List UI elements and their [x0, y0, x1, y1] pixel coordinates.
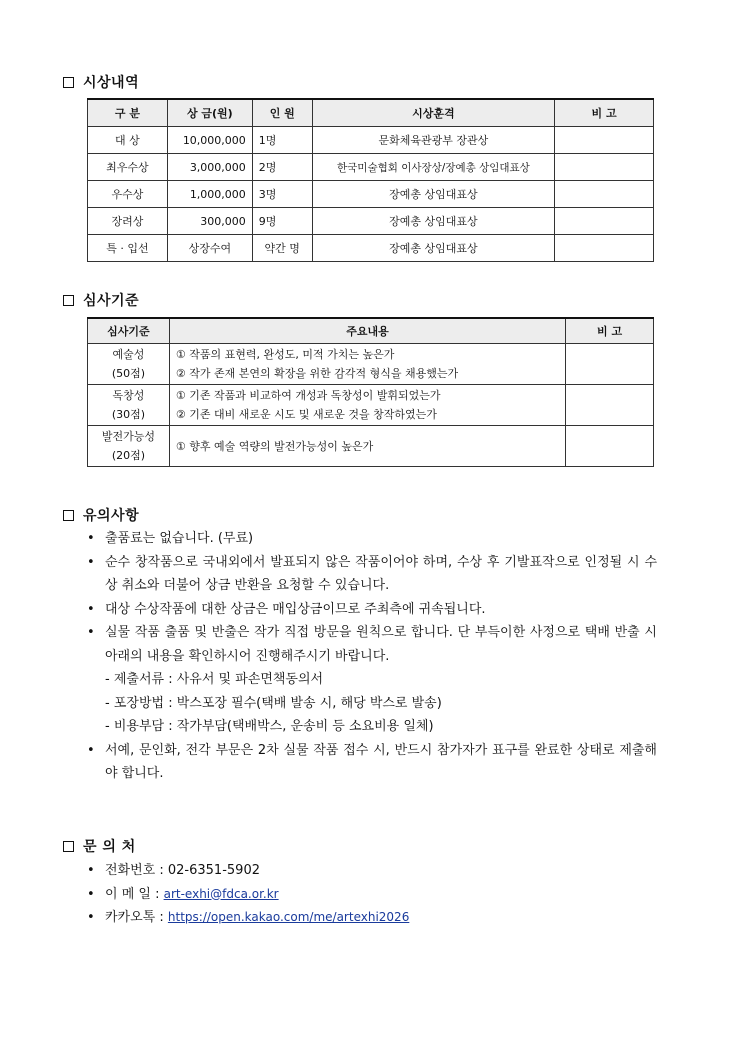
contact-phone: [87, 859, 409, 883]
bullet-icon: •: [87, 910, 95, 925]
bullet-icon: •: [87, 625, 95, 640]
table-row: [88, 344, 654, 385]
cell-note: [555, 181, 654, 208]
cell-category: 대 상: [88, 127, 168, 154]
cell-criteria: [88, 385, 170, 426]
note-text: 서예, 문인화, 전각 부문은 2차 실물 작품 접수 시, 반드시 참가자가 표구를 완료한 상태로 제출해야 합니다.: [105, 742, 657, 781]
cell-category: 최우수상: [88, 154, 168, 181]
table-row: [88, 385, 654, 426]
cell-content: [169, 344, 565, 385]
bullet-icon: •: [87, 742, 95, 758]
cell-prize: 상장수여: [167, 235, 252, 262]
cell-count: 3명: [252, 181, 312, 208]
cell-content: [169, 426, 565, 467]
criteria-points: (30점): [111, 408, 146, 421]
criteria-name: 독창성: [112, 389, 145, 402]
cell-category: 특 · 입선: [88, 235, 168, 262]
notes-list: [87, 527, 657, 786]
checkbox-square-icon: [63, 510, 74, 521]
cell-honor: 장예총 상임대표상: [312, 235, 554, 262]
criteria-table: [87, 317, 654, 467]
section-title-contact: [63, 836, 136, 856]
table-header-row: [88, 318, 654, 344]
cell-note: [566, 344, 654, 385]
table-row: [88, 235, 654, 262]
cell-honor: 문화체육관광부 장관상: [312, 127, 554, 154]
header-honor: 시상훈격: [312, 99, 554, 127]
cell-content: [169, 385, 565, 426]
section-title-text: 유의사항: [83, 508, 140, 524]
table-row: [88, 154, 654, 181]
criteria-item: ② 기존 대비 새로운 시도 및 새로운 것을 창작하였는가: [175, 408, 437, 421]
checkbox-square-icon: [63, 77, 74, 88]
kakao-link[interactable]: https://open.kakao.com/me/artexhi2026: [167, 910, 410, 924]
contact-list: [87, 859, 409, 930]
cell-prize: 10,000,000: [167, 127, 252, 154]
kakao-label: 카카오톡 :: [105, 910, 168, 925]
email-link[interactable]: art-exhi@fdca.or.kr: [163, 886, 279, 901]
cell-honor: 한국미술협회 이사장상/장예총 상임대표상: [312, 154, 554, 181]
note-text: 순수 창작품으로 국내외에서 발표되지 않은 작품이어야 하며, 수상 후 기발표작으로 인정될 시 수상 취소와 더불어 상금 반환을 요청할 수 있습니다.: [105, 554, 657, 593]
list-item: [87, 621, 657, 668]
phone-label: 전화번호 :: [105, 863, 168, 878]
criteria-name: 발전가능성: [101, 430, 155, 443]
cell-note: [555, 154, 654, 181]
checkbox-square-icon: [63, 841, 74, 852]
cell-honor: 장예총 상임대표상: [312, 181, 554, 208]
criteria-points: (50점): [111, 367, 146, 380]
cell-criteria: [88, 426, 170, 467]
section-title-awards: [63, 72, 139, 92]
cell-prize: 3,000,000: [167, 154, 252, 181]
cell-note: [555, 235, 654, 262]
bullet-icon: •: [87, 554, 95, 570]
criteria-item: ① 향후 예술 역량의 발전가능성이 높은가: [175, 439, 374, 453]
table-row: [88, 208, 654, 235]
table-row: [88, 127, 654, 154]
header-note: 비 고: [555, 99, 654, 127]
bullet-icon: •: [87, 601, 95, 617]
cell-count: 2명: [252, 154, 312, 181]
checkbox-square-icon: [63, 295, 74, 306]
header-content: 주요내용: [169, 318, 565, 344]
header-count: 인 원: [252, 99, 312, 127]
cell-category: 장려상: [88, 208, 168, 235]
criteria-item: ① 작품의 표현력, 완성도, 미적 가치는 높은가: [175, 348, 395, 361]
note-text: 대상 수상작품에 대한 상금은 매입상금이므로 주최측에 귀속됩니다.: [105, 601, 486, 617]
list-item: [87, 527, 657, 551]
table-header-row: [88, 99, 654, 127]
table-row: [88, 426, 654, 467]
header-prize: 상 금(원): [167, 99, 252, 127]
cell-count: 1명: [252, 127, 312, 154]
cell-note: [555, 208, 654, 235]
list-item: [87, 598, 657, 622]
list-item: [87, 739, 657, 786]
cell-prize: 1,000,000: [167, 181, 252, 208]
sub-list-item: - 비용부담 : 작가부담(택배박스, 운송비 등 소요비용 일체): [105, 719, 434, 734]
section-title-text: 심사기준: [83, 293, 140, 309]
bullet-icon: •: [87, 863, 95, 878]
cell-note: [566, 385, 654, 426]
cell-count: 약간 명: [252, 235, 312, 262]
criteria-points: (20점): [111, 449, 146, 462]
table-row: [88, 181, 654, 208]
header-note: 비 고: [566, 318, 654, 344]
sub-list-item: - 포장방법 : 박스포장 필수(택배 발송 시, 해당 박스로 발송): [105, 695, 442, 711]
note-text: 실물 작품 출품 및 반출은 작가 직접 방문을 원칙으로 합니다. 단 부득이한 사정으로 택배 반출 시 아래의 내용을 확인하시어 진행해주시기 바랍니다.: [105, 625, 657, 664]
note-text: 출품료는 없습니다. (무료): [105, 531, 254, 546]
header-criteria: 심사기준: [88, 318, 170, 344]
header-category: 구 분: [88, 99, 168, 127]
section-title-criteria: [63, 290, 139, 310]
cell-note: [555, 127, 654, 154]
criteria-item: ② 작가 존재 본연의 확장을 위한 감각적 형식을 채용했는가: [175, 367, 459, 380]
sub-list-item: - 제출서류 : 사유서 및 파손면책동의서: [105, 672, 324, 687]
criteria-item: ① 기존 작품과 비교하여 개성과 독창성이 발휘되었는가: [175, 389, 441, 402]
cell-category: 우수상: [88, 181, 168, 208]
section-title-notes: [63, 505, 139, 525]
bullet-icon: •: [87, 886, 95, 902]
section-title-text: 문 의 처: [83, 839, 136, 855]
list-item: [87, 551, 657, 598]
contact-kakao: [87, 906, 409, 930]
email-label: 이 메 일 :: [105, 886, 164, 902]
cell-criteria: [88, 344, 170, 385]
cell-honor: 장예총 상임대표상: [312, 208, 554, 235]
bullet-icon: •: [87, 531, 95, 546]
contact-email: [87, 883, 409, 907]
cell-prize: 300,000: [167, 208, 252, 235]
phone-value: 02-6351-5902: [167, 863, 260, 878]
cell-count: 9명: [252, 208, 312, 235]
cell-note: [566, 426, 654, 467]
criteria-name: 예술성: [112, 348, 145, 361]
section-title-text: 시상내역: [83, 75, 140, 91]
awards-table: [87, 98, 654, 262]
